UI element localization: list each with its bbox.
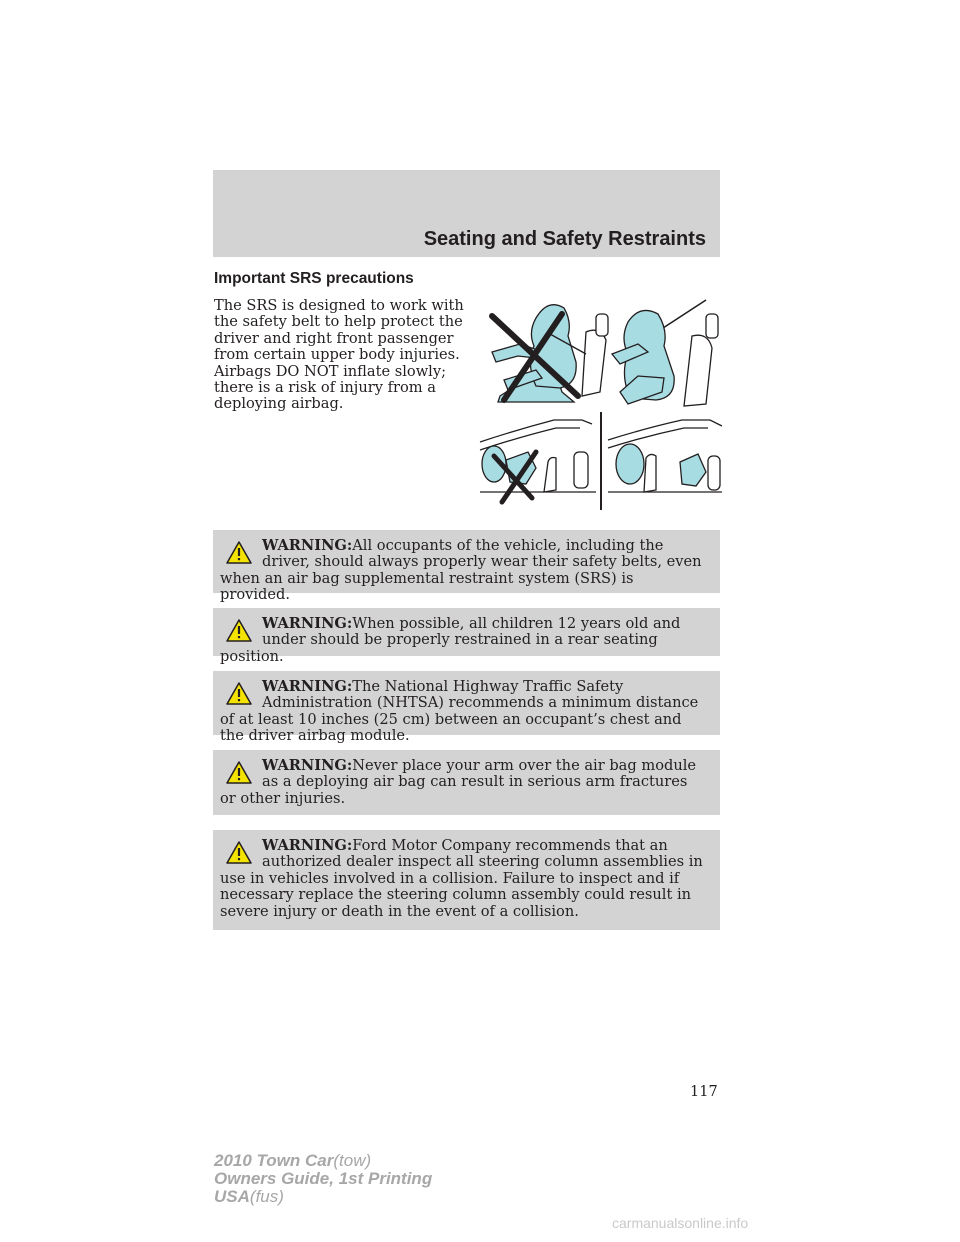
footer-model: 2010 Town Car: [214, 1151, 334, 1170]
footer-market-code: (fus): [249, 1187, 284, 1206]
intro-line: Airbags DO NOT inflate slowly;: [214, 362, 447, 380]
warning-box: [213, 830, 720, 930]
warning-text: When possible, all children 12 years old and under should be properly restrained in a rear seating position.: [220, 615, 681, 665]
child-seat-illustration: [476, 412, 726, 512]
footer-market: USA: [214, 1187, 250, 1206]
header-title: Seating and Safety Restraints: [423, 228, 706, 250]
footer-guide: Owners Guide, 1st Printing: [214, 1169, 433, 1188]
footer-model-code: (tow): [333, 1151, 372, 1170]
watermark: carmanualsonline.info: [612, 1215, 749, 1231]
warning-box: [213, 671, 720, 745]
footer-imprint: [214, 1152, 432, 1206]
warning-label: WARNING:: [262, 537, 353, 554]
intro-paragraph: [214, 298, 464, 413]
rear-seat-child-figure: [608, 420, 722, 492]
warning-text: The National Highway Traffic Safety Administration (NHTSA) recommends a minimum distance of at least 10 inches (25 cm) between an occupant’s chest and the driver airbag module.: [220, 678, 699, 745]
warning-box: [213, 608, 720, 665]
warning-triangle-icon: [226, 761, 252, 784]
warning-box: [213, 750, 720, 815]
warning-label: WARNING:: [262, 615, 353, 632]
correct-position-figure: [612, 300, 718, 406]
warning-triangle-icon: [226, 682, 252, 705]
intro-line: deploying airbag.: [214, 395, 344, 413]
warning-text: All occupants of the vehicle, including the driver, should always properly wear their safety belts, even when an air bag supplemental restraint system (SRS) is provided.: [220, 537, 702, 604]
intro-line: the safety belt to help protect the: [214, 313, 463, 331]
warning-text: Ford Motor Company recommends that an authorized dealer inspect all steering column assemblies in use in vehicles involved in a collision. Failure to inspect and if necessary replace the steering column assembly could result in severe injury or death in the event of a collision.: [220, 837, 703, 920]
warning-label: WARNING:: [262, 837, 353, 854]
intro-line: there is a risk of injury from a: [214, 379, 436, 397]
warning-triangle-icon: [226, 841, 252, 864]
intro-line: driver and right front passenger: [214, 329, 454, 347]
front-seat-child-figure: [480, 420, 596, 492]
warning-text: Never place your arm over the air bag module as a deploying air bag can result in serious arm fractures or other injuries.: [220, 757, 697, 807]
warning-box: [213, 530, 720, 604]
page-number: 117: [690, 1084, 718, 1100]
intro-line: from certain upper body injuries.: [214, 346, 460, 364]
warning-label: WARNING:: [262, 757, 353, 774]
header-band: [213, 170, 720, 257]
warning-triangle-icon: [226, 619, 252, 642]
section-heading: Important SRS precautions: [214, 270, 414, 287]
warning-label: WARNING:: [262, 678, 353, 695]
occupant-position-illustration: [478, 292, 728, 410]
intro-line: The SRS is designed to work with: [214, 297, 464, 314]
warning-triangle-icon: [226, 541, 252, 564]
